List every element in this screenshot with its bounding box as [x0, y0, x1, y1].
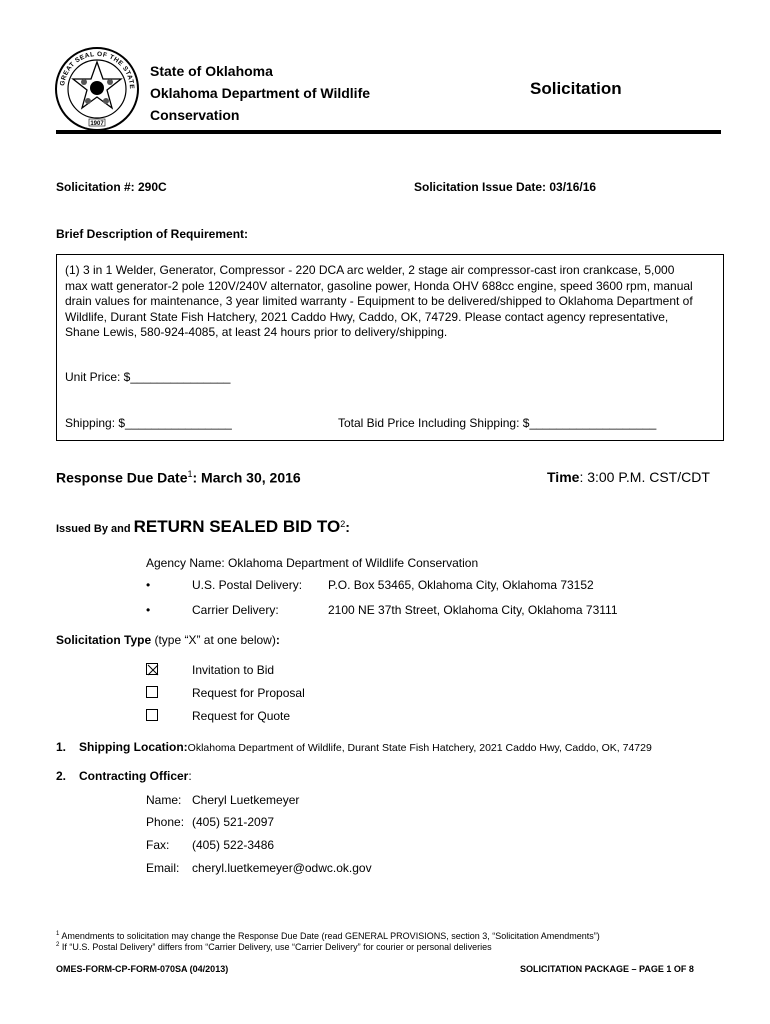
postal-delivery-label: U.S. Postal Delivery: — [192, 578, 303, 592]
description-line: drain values for maintenance, 3 year limited warranty - Equipment to be delivered/shipped to Oklahoma Department of — [65, 294, 693, 308]
solicitation-type-label: Solicitation Type — [56, 633, 152, 647]
officer-fax: (405) 522-3486 — [192, 838, 275, 852]
solicitation-type-hint: (type “X” at one below) — [151, 633, 276, 647]
unit-price-field[interactable]: Unit Price: $_______________ — [65, 370, 231, 384]
return-heading — [56, 517, 350, 537]
solicitation-type-colon: : — [275, 633, 280, 647]
requirement-heading: Brief Description of Requirement: — [56, 227, 249, 241]
contracting-officer-number: 2. — [56, 769, 67, 783]
org-line-3: Conservation — [150, 107, 240, 123]
response-time-label: Time — [547, 469, 580, 485]
officer-phone-label: Phone: — [146, 815, 185, 829]
shipping-location-number: 1. — [56, 740, 67, 754]
response-time-value: : 3:00 P.M. CST/CDT — [579, 469, 710, 485]
officer-email-label: Email: — [146, 861, 180, 875]
request-for-quote-checkbox[interactable] — [146, 709, 158, 721]
state-seal — [54, 46, 140, 132]
return-colon: : — [345, 519, 350, 535]
carrier-delivery-address: 2100 NE 37th Street, Oklahoma City, Oklahoma 73111 — [328, 603, 618, 617]
carrier-delivery-label: Carrier Delivery: — [192, 603, 279, 617]
footnote-1-text: Amendments to solicitation may change the Response Due Date (read GENERAL PROVISIONS, section 3, “Solicitation Amendments”) — [59, 931, 600, 941]
footnote-1 — [56, 931, 600, 941]
footnote-ref-2: 2 — [340, 519, 346, 529]
footnote-2 — [56, 942, 492, 952]
footnote-1-number: 1 — [56, 931, 60, 937]
option-request-for-quote: Request for Quote — [192, 709, 291, 723]
header-rule — [56, 130, 721, 134]
description-line: Shane Lewis, 580-924-4085, at least 24 hours prior to delivery/shipping. — [65, 325, 448, 339]
issued-by-label: Issued By and — [56, 523, 134, 535]
response-due-date — [56, 469, 301, 486]
response-time — [547, 469, 710, 485]
agency-name: Agency Name: Oklahoma Department of Wildlife Conservation — [146, 556, 479, 570]
bullet: • — [146, 603, 151, 617]
shipping-location-colon: : — [183, 740, 188, 754]
officer-name: Cheryl Luetkemeyer — [192, 793, 300, 807]
solicitation-number: Solicitation #: 290C — [56, 180, 167, 194]
form-id: OMES-FORM-CP-FORM-070SA (04/2013) — [56, 964, 229, 974]
org-block — [150, 60, 370, 126]
footnote-ref-1: 1 — [187, 469, 193, 479]
shipping-location — [79, 740, 652, 754]
shipping-field[interactable]: Shipping: $________________ — [65, 416, 232, 430]
solicitation-type-heading — [56, 633, 280, 647]
officer-phone: (405) 521-2097 — [192, 815, 275, 829]
contracting-officer-colon: : — [188, 769, 192, 783]
requirement-description — [65, 263, 715, 341]
footnote-2-number: 2 — [56, 942, 60, 948]
org-line-2: Oklahoma Department of Wildlife — [150, 85, 371, 101]
contracting-officer-label: Contracting Officer — [79, 769, 189, 783]
officer-email[interactable]: cheryl.luetkemeyer@odwc.ok.gov — [192, 861, 372, 875]
return-sealed-bid-label: RETURN SEALED BID TO — [133, 517, 341, 536]
description-line: (1) 3 in 1 Welder, Generator, Compressor - 220 DCA arc welder, 2 stage air compressor-cast iron crankcase, 5,000 — [65, 263, 675, 277]
contracting-officer-heading — [79, 769, 192, 783]
shipping-location-label: Shipping Location — [79, 740, 184, 754]
page-title: Solicitation — [530, 79, 622, 98]
description-line: max watt generator-2 pole 120V/240V alternator, gasoline power, Honda OHV 688cc engine, speed 3600 rpm, manual — [65, 278, 693, 293]
bullet: • — [146, 578, 151, 592]
invitation-to-bid-checkbox[interactable] — [146, 663, 158, 675]
org-line-1: State of Oklahoma — [150, 63, 273, 79]
postal-delivery-address: P.O. Box 53465, Oklahoma City, Oklahoma 73152 — [328, 578, 594, 592]
officer-fax-label: Fax: — [146, 838, 170, 852]
checkmark-x-icon — [147, 664, 159, 676]
shipping-location-value: Oklahoma Department of Wildlife, Durant State Fish Hatchery, 2021 Caddo Hwy, Caddo, OK, 74729 — [187, 742, 652, 754]
description-line: Wildlife, Durant State Fish Hatchery, 2021 Caddo Hwy, Caddo, OK, 74729. Please contact agency representative, — [65, 309, 669, 324]
total-bid-field[interactable]: Total Bid Price Including Shipping: $___________________ — [338, 416, 657, 430]
response-due-value: : March 30, 2016 — [192, 469, 301, 486]
svg-text:1907: 1907 — [90, 121, 104, 127]
svg-text:GREAT SEAL OF THE STATE OF OKL: GREAT SEAL OF THE STATE — [59, 50, 136, 90]
officer-name-label: Name: — [146, 793, 182, 807]
response-due-label: Response Due Date — [56, 469, 188, 486]
page-indicator: SOLICITATION PACKAGE – PAGE 1 OF 8 — [520, 964, 694, 974]
option-request-for-proposal: Request for Proposal — [192, 686, 305, 700]
request-for-proposal-checkbox[interactable] — [146, 686, 158, 698]
solicitation-issue-date: Solicitation Issue Date: 03/16/16 — [414, 180, 597, 194]
footnote-2-text: If “U.S. Postal Delivery” differs from “Carrier Delivery, use “Carrier Delivery” for courier or personal deliveries — [59, 942, 492, 952]
option-invitation-to-bid: Invitation to Bid — [192, 663, 275, 677]
